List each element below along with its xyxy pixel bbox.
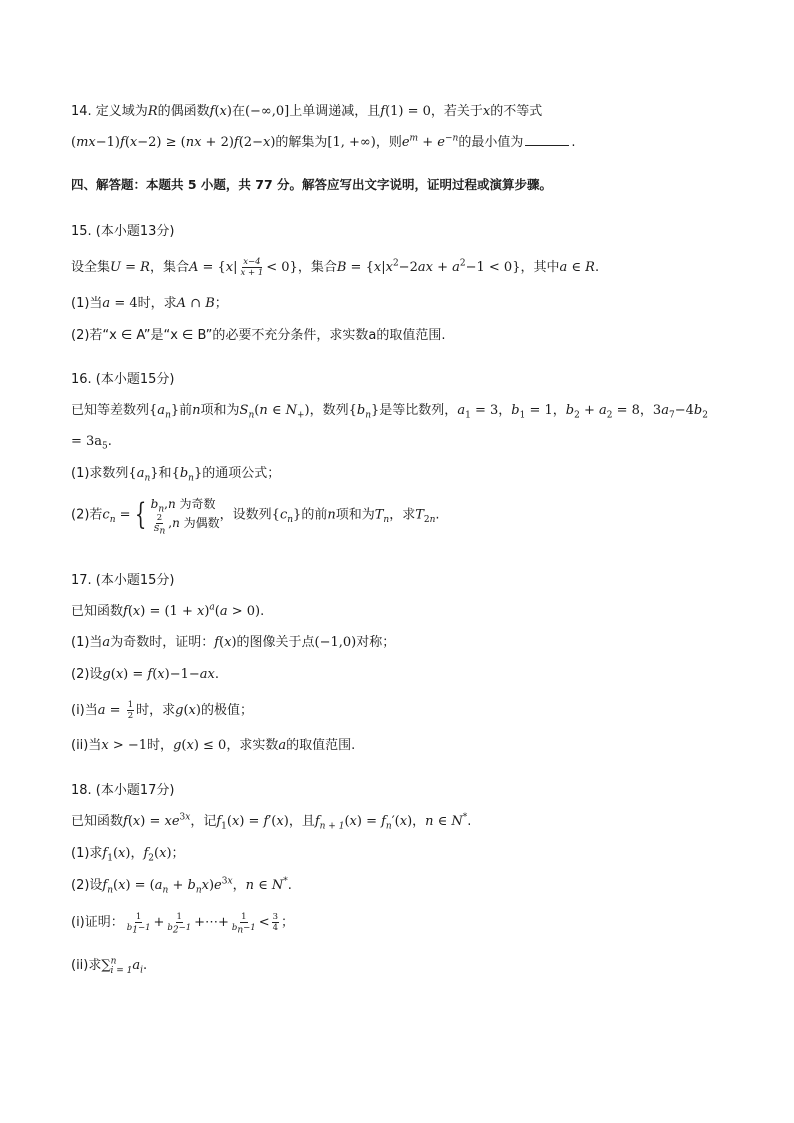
q15-part1: (1)当a = 4时，求A ∩ B； <box>71 296 228 311</box>
q17-part2: (2)设g(x) = f(x)−1−ax. <box>71 667 220 682</box>
q16-part1: (1)求数列$\{a_n\}$和$\{b_n\}$的通项公式； <box>71 466 281 484</box>
q18-line1: 已知函数$f(x) = xe^{3x}$，记$f_1(x) = f'(x)$，且$f_{n + 1}(x) = f_n'(x)$，n ∈ N*. <box>71 812 472 832</box>
q15-line1: 设全集U = R，集合A = {x| $\frac{x-4}{x + 1}$ < 0}，集合$B = \{x|x^2-2ax + a^2-1 < 0\}$，其中a ∈ R. <box>71 257 600 278</box>
q16-part2: (2)若$c_n$ = { $b_n,n$ 为奇数 $\frac{2}{S_n}$ ,n 为偶数 ，设数列$\{c_n\}$的前n项和为$T_n$，求$T_{2n}$. <box>71 497 440 537</box>
q17-line1: 已知函数$f(x) = (1 + x)^a(a > 0)$. <box>71 602 265 619</box>
q15-head: 15. (本小题13分) <box>71 224 175 239</box>
q15-part2: (2)若“x ∈ A”是“x ∈ B”的必要不充分条件，求实数a的取值范围. <box>71 328 446 343</box>
q17-head: 17. (本小题15分) <box>71 573 175 588</box>
q18-part2ii: (ii)求$\sum^n_{i = 1}a_i$. <box>71 956 148 976</box>
q17-part2i: (i)当a = $\frac{1}{2}$ 时，求g(x)的极值； <box>71 700 253 721</box>
q18-head: 18. (本小题17分) <box>71 783 175 798</box>
q16-line1: 已知等差数列$\{a_n\}$前n项和为$S_n(n$ ∈ $N_+$)，数列$\{b_n\}$是等比数列，$a_1 = 3$，$b_1 = 1$，$b_2 + a_2 = 8$，$3a_7-4b_2$ <box>71 403 708 421</box>
q14-line2: (mx−1)f(x−2) ≥ (nx + 2)f(2−x)的解集为[1, +∞)，则$e^m + e^{-n}$的最小值为 . <box>71 133 576 150</box>
q18-part1: (1)求$f_1(x)$，$f_2(x)$； <box>71 846 185 864</box>
section-header: 四、解答题：本题共 5 小题，共 77 分。解答应写出文字说明，证明过程或演算步骤。 <box>71 177 553 192</box>
q14-line1: 14. 定义域为R的偶函数f(x)在(−∞,0]上单调递减，且f(1) = 0，若关于x的不等式 <box>71 104 543 119</box>
q18-part2: (2)设$f_n(x) = (a_n + b_nx)e^{3x}$，n ∈ N*. <box>71 876 292 896</box>
q16-line2: = $3a_5$. <box>71 434 112 452</box>
q18-part2i: (i)证明： $\frac{1}{b_1-1}$ + $\frac{1}{b_2-1}$ +⋯+ $\frac{1}{b_n-1}$ < $\frac{3}{4}$ ； <box>71 912 295 936</box>
q14-text: 14. 定义域为 <box>71 104 148 119</box>
q16-head: 16. (本小题15分) <box>71 372 175 387</box>
q17-part2ii: (ii)当x > −1时，g(x) ≤ 0，求实数a的取值范围. <box>71 738 356 753</box>
q17-part1: (1)当a为奇数时，证明：f(x)的图像关于点(−1,0)对称； <box>71 635 396 650</box>
answer-blank[interactable] <box>525 133 569 146</box>
